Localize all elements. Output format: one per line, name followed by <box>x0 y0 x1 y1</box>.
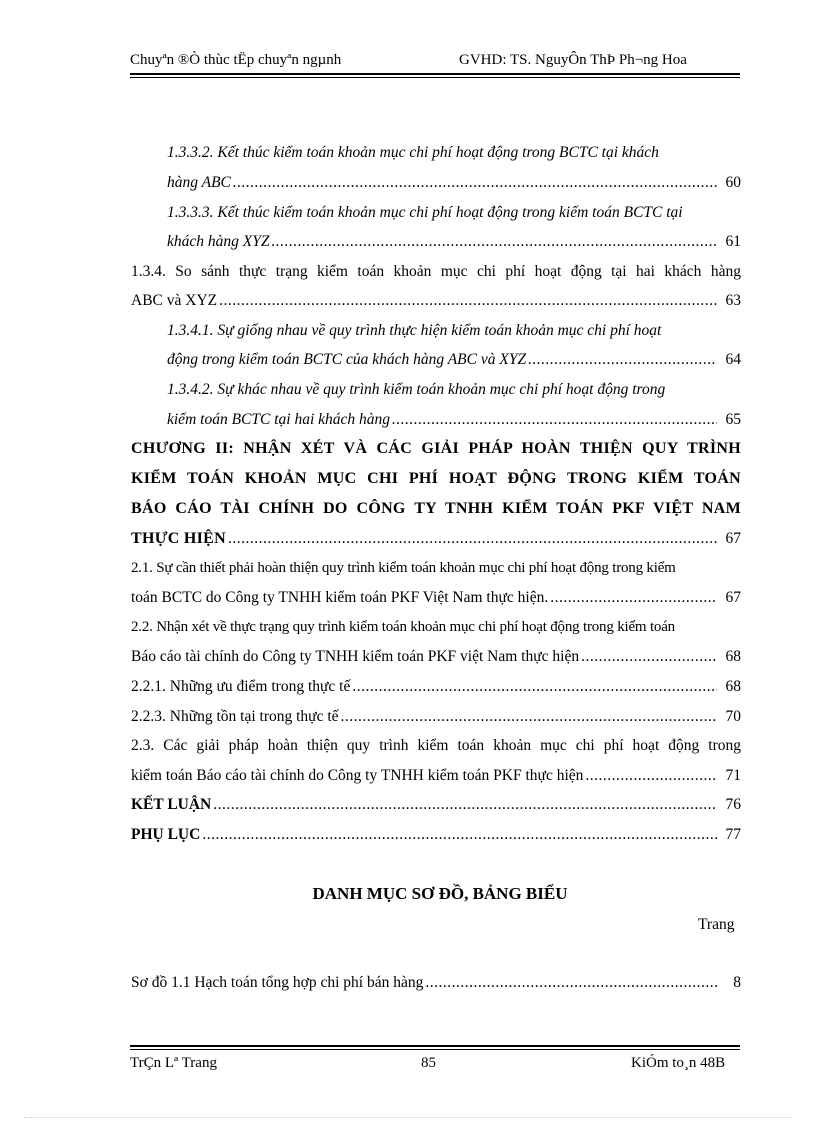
toc-entry-1-3-3-2[interactable] <box>167 173 741 193</box>
leader-dots <box>219 291 717 311</box>
toc-entry-title: ABC và XYZ <box>131 292 218 309</box>
toc-entry-phu-luc[interactable] <box>131 825 741 845</box>
toc-page-number: 68 <box>725 648 741 665</box>
toc-entry-1-3-3-3-line1: 1.3.3.3. Kết thúc kiểm toán khoản mục chi phí hoạt động trong kiểm toán BCTC tại <box>167 204 683 221</box>
footer-rule <box>130 1045 740 1047</box>
header-left: Chuyªn ®Ò thùc tËp chuyªn ngµnh <box>130 52 342 68</box>
header-right: GVHD: TS. NguyÔn ThÞ Ph¬ng Hoa <box>459 52 687 68</box>
toc-entry-title: KẾT LUẬN <box>131 796 212 813</box>
toc-entry-2-1[interactable] <box>131 588 741 608</box>
header-rule-thin <box>130 77 740 78</box>
leader-dots <box>392 410 717 430</box>
toc-page-number: 60 <box>725 174 741 191</box>
footer-author: TrÇn Lª Trang <box>130 1055 217 1071</box>
figure-page-number: 8 <box>733 974 741 991</box>
figure-entry-so-do-1-1[interactable] <box>131 973 741 993</box>
figures-section-title: DANH MỤC SƠ ĐỒ, BẢNG BIỂU <box>312 884 568 903</box>
leader-dots <box>233 173 717 193</box>
toc-chapter-2-line3: BÁO CÁO TÀI CHÍNH DO CÔNG TY TNHH KIỂM TOÁN PKF VIỆT NAM <box>131 500 741 517</box>
footer-page-number: 85 <box>421 1055 436 1071</box>
leader-dots <box>581 647 717 667</box>
leader-dots <box>528 350 717 370</box>
toc-entry-title: khách hàng XYZ <box>167 233 270 250</box>
footer-class: KiÓm to¸n 48B <box>631 1055 726 1071</box>
toc-page-number: 61 <box>725 233 741 250</box>
toc-chapter-2-line2: KIỂM TOÁN KHOẢN MỤC CHI PHÍ HOẠT ĐỘNG TRONG KIỂM TOÁN <box>131 470 741 487</box>
toc-entry-title: THỰC HIỆN <box>131 530 227 547</box>
toc-page-number: 71 <box>725 767 741 784</box>
toc-entry-2-2[interactable] <box>131 647 741 667</box>
toc-entry-title: 2.2.1. Những ưu điểm trong thực tế <box>131 678 351 695</box>
toc-entry-1-3-3-2-line1: 1.3.3.2. Kết thúc kiểm toán khoản mục chi phí hoạt động trong BCTC tại khách <box>167 144 659 161</box>
toc-entry-2-2-1[interactable] <box>131 677 741 697</box>
toc-entry-1-3-3-3[interactable] <box>167 232 741 252</box>
leader-dots <box>341 707 717 727</box>
page-edge-dotted-line <box>24 1117 792 1118</box>
toc-entry-1-3-4[interactable] <box>131 291 741 311</box>
toc-chapter-2[interactable] <box>131 529 741 549</box>
toc-page-number: 63 <box>725 292 741 309</box>
toc-entry-title: toán BCTC do Công ty TNHH kiểm toán PKF Việt Nam thực hiện. <box>131 589 549 606</box>
toc-page-number: 65 <box>725 411 741 428</box>
toc-entry-2-2-line1: 2.2. Nhận xét về thực trạng quy trình kiểm toán khoản mục chi phí hoạt động trong kiểm toán <box>131 619 675 635</box>
toc-page-number: 67 <box>725 530 741 547</box>
figures-page-column-label: Trang <box>698 916 735 933</box>
toc-entry-2-1-line1: 2.1. Sự cần thiết phải hoàn thiện quy trình kiểm toán khoản mục chi phí hoạt động trong kiểm <box>131 560 676 576</box>
toc-page-number: 77 <box>725 826 741 843</box>
toc-entry-1-3-4-2-line1: 1.3.4.2. Sự khác nhau về quy trình kiểm toán khoản mục chi phí hoạt động trong <box>167 381 666 398</box>
toc-entry-ket-luan[interactable] <box>131 795 741 815</box>
toc-page-number: 70 <box>725 708 741 725</box>
toc-page-number: 68 <box>725 678 741 695</box>
leader-dots <box>550 588 717 608</box>
toc-entry-title: kiểm toán BCTC tại hai khách hàng <box>167 411 391 428</box>
figure-entry-title: Sơ đồ 1.1 Hạch toán tổng hợp chi phí bán hàng <box>131 974 424 991</box>
toc-page-number: 67 <box>725 589 741 606</box>
toc-entry-1-3-4-1-line1: 1.3.4.1. Sự giống nhau về quy trình thực hiện kiểm toán khoản mục chi phí hoạt <box>167 322 662 339</box>
header-rule <box>130 73 740 75</box>
toc-page-number: 64 <box>725 351 741 368</box>
leader-dots <box>585 766 717 786</box>
toc-entry-title: 2.2.3. Những tồn tại trong thực tế <box>131 708 339 725</box>
toc-entry-1-3-4-1[interactable] <box>167 350 741 370</box>
toc-chapter-2-line1: CHƯƠNG II: NHẬN XÉT VÀ CÁC GIẢI PHÁP HOÀN THIỆN QUY TRÌNH <box>131 440 741 457</box>
leader-dots <box>271 232 717 252</box>
leader-dots <box>352 677 717 697</box>
toc-entry-1-3-4-2[interactable] <box>167 410 741 430</box>
toc-entry-1-3-4-line1: 1.3.4. So sánh thực trạng kiểm toán khoản mục chi phí hoạt động tại hai khách hàng <box>131 263 741 280</box>
toc-entry-title: Báo cáo tài chính do Công ty TNHH kiểm toán PKF việt Nam thực hiện <box>131 648 580 665</box>
toc-entry-2-3-line1: 2.3. Các giải pháp hoàn thiện quy trình kiểm toán khoản mục chi phí hoạt động trong <box>131 737 741 754</box>
leader-dots <box>202 825 717 845</box>
toc-entry-title: PHỤ LỤC <box>131 826 201 843</box>
leader-dots <box>213 795 717 815</box>
toc-entry-title: hàng ABC <box>167 174 231 191</box>
footer-rule-thin <box>130 1049 740 1050</box>
toc-entry-2-2-3[interactable] <box>131 707 741 727</box>
toc-entry-2-3[interactable] <box>131 766 741 786</box>
toc-entry-title: động trong kiểm toán BCTC của khách hàng ABC và XYZ <box>167 351 527 368</box>
leader-dots <box>425 973 717 993</box>
toc-entry-title: kiểm toán Báo cáo tài chính do Công ty TNHH kiểm toán PKF thực hiện <box>131 767 584 784</box>
toc-page-number: 76 <box>725 796 741 813</box>
leader-dots <box>228 529 717 549</box>
